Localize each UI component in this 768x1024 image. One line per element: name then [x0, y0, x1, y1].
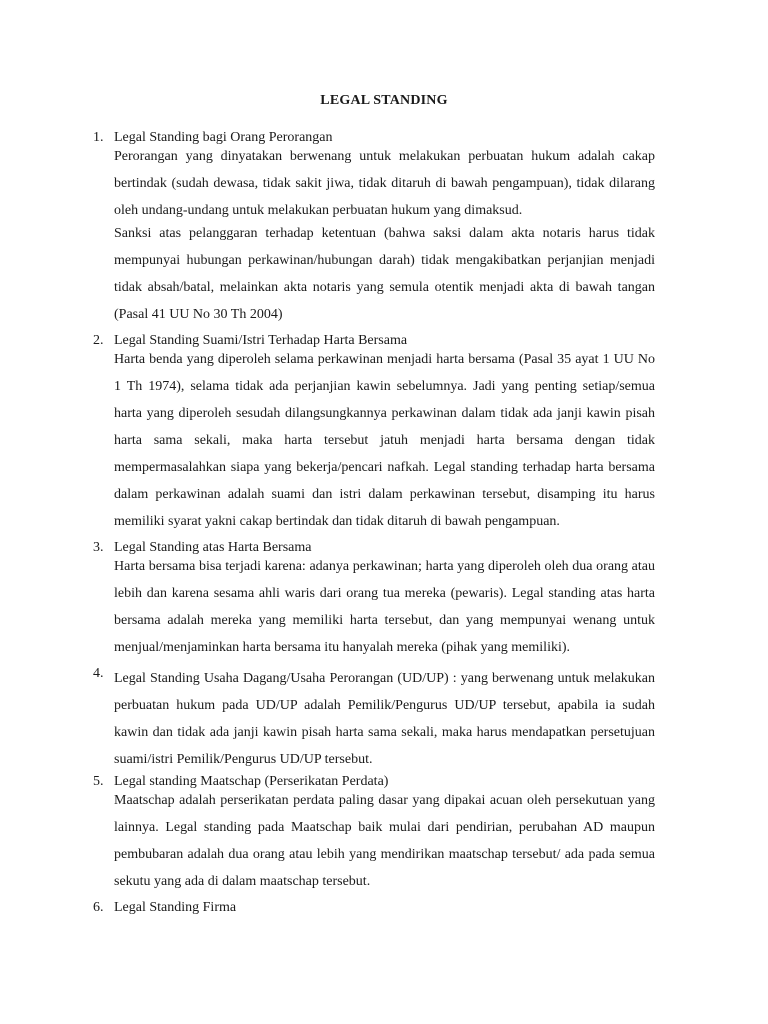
item-paragraph: Sanksi atas pelanggaran terhadap ketentuan (bahwa saksi dalam akta notaris harus tidak mempunyai hubungan perkawinan/hubungan darah) tidak mengakibatkan perjanjian menjadi tidak absah/batal, melainkan akta notaris yang semula otentik menjadi akta di bawah tangan (Pasal 41 UU No 30 Th 2004): [114, 226, 655, 322]
list-item-4: [93, 665, 655, 773]
item-paragraph: Perorangan yang dinyatakan berwenang untuk melakukan perbuatan hukum adalah cakap bertindak (sudah dewasa, tidak sakit jiwa, tidak ditaruh di bawah pengampuan), tidak dilarang oleh undang-undang untuk melakukan perbuatan hukum yang dimaksud.: [114, 149, 655, 218]
item-paragraph: Legal Standing Usaha Dagang/Usaha Perorangan (UD/UP) : yang berwenang untuk melakukan perbuatan hukum pada UD/UP adalah Pemilik/Pengurus UD/UP tersebut, apabila ia sudah kawin dan tidak ada janji kawin pisah harta sama sekali, maka harus mendapatkan persetujuan suami/istri Pemilik/Pengurus UD/UP tersebut.: [114, 671, 655, 767]
list-item-1: [93, 129, 655, 332]
list-item-2: [93, 332, 655, 539]
list-item-6: [93, 899, 655, 917]
legal-standing-list: [93, 129, 655, 917]
item-number: 4.: [93, 666, 104, 681]
item-heading: Legal Standing atas Harta Bersama: [114, 540, 312, 555]
item-paragraph: Harta benda yang diperoleh selama perkawinan menjadi harta bersama (Pasal 35 ayat 1 UU No 1 Th 1974), selama tidak ada perjanjian kawin sebelumnya. Jadi yang penting setiap/semua harta yang diperoleh sesudah dilangsungkannya perkawinan dalam tidak ada janji kawin pisah harta sama sekali, maka harta tersebut jatuh menjadi harta bersama dengan tidak mempermasalahkan siapa yang bekerja/pencari nafkah. Legal standing terhadap harta bersama dalam perkawinan adalah suami dan istri dalam perkawinan tersebut, disamping itu harus memiliki syarat yakni cakap bertindak dan tidak ditaruh di bawah pengampuan.: [114, 352, 655, 529]
item-number: 1.: [93, 130, 104, 145]
item-heading: Legal standing Maatschap (Perserikatan Perdata): [114, 774, 389, 789]
item-paragraph: Maatschap adalah perserikatan perdata paling dasar yang dipakai acuan oleh persekutuan yang lainnya. Legal standing pada Maatschap baik mulai dari pendirian, perubahan AD maupun pembubaran adalah dua orang atau lebih yang mendirikan maatschap tersebut/ ada pada semua sekutu yang ada di dalam maatschap tersebut.: [114, 793, 655, 889]
item-heading: Legal Standing bagi Orang Perorangan: [114, 130, 333, 145]
item-heading: Legal Standing Suami/Istri Terhadap Harta Bersama: [114, 333, 408, 348]
page-title: LEGAL STANDING: [320, 93, 448, 108]
item-number: 6.: [93, 900, 104, 915]
item-paragraph: Harta bersama bisa terjadi karena: adanya perkawinan; harta yang diperoleh oleh dua orang atau lebih dan karena sesama ahli waris dari orang tua mereka (pewaris). Legal standing atas harta bersama adalah mereka yang memiliki harta tersebut, dan yang mempunyai wenang untuk menjual/menjaminkan harta bersama itu hanyalah mereka (pihak yang memiliki).: [114, 559, 655, 655]
item-number: 5.: [93, 774, 104, 789]
list-item-3: [93, 539, 655, 665]
item-number: 3.: [93, 540, 104, 555]
list-item-5: [93, 773, 655, 899]
item-number: 2.: [93, 333, 104, 348]
item-heading: Legal Standing Firma: [114, 900, 237, 915]
